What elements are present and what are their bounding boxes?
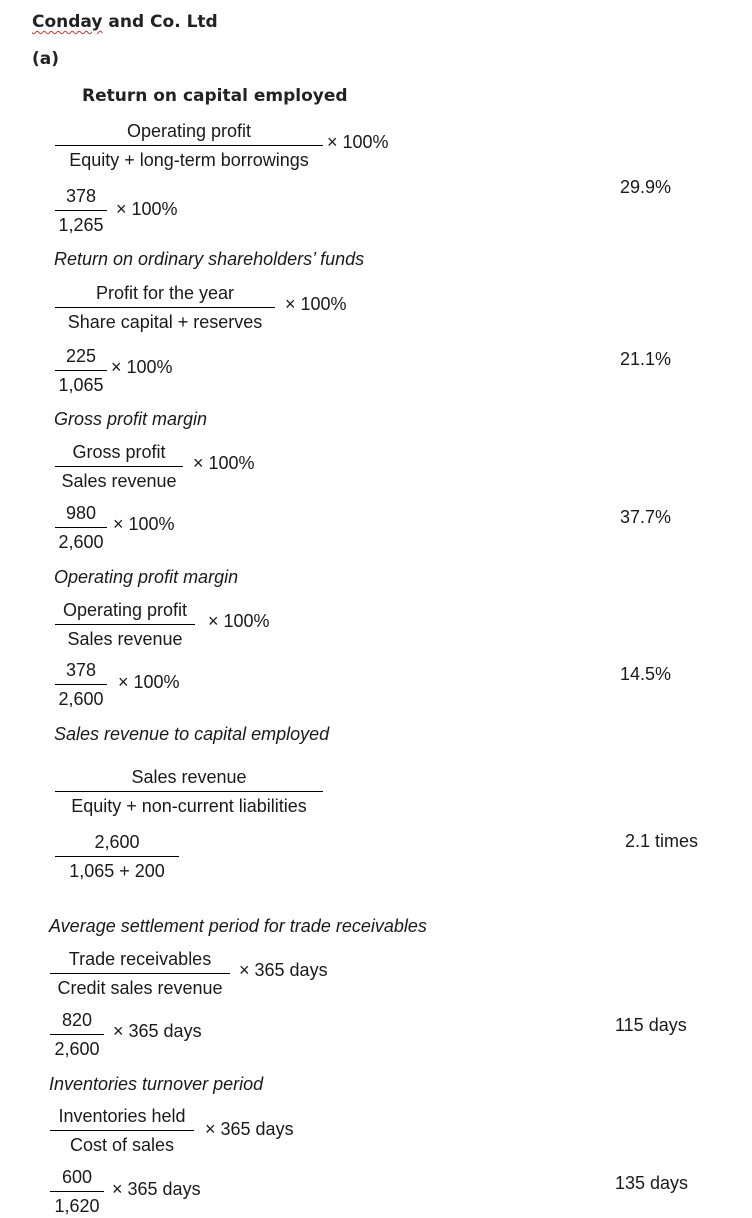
fraction-numerator: Operating profit: [62, 600, 188, 620]
part-label: (a): [32, 49, 60, 69]
itp-formula-fraction: [50, 1105, 194, 1156]
fraction-numerator: 225: [65, 346, 97, 366]
fraction-numerator: Profit for the year: [95, 283, 235, 303]
fraction-denominator: Cost of sales: [69, 1135, 175, 1155]
gpm-calc-fraction: [55, 502, 107, 553]
fraction-numerator: 2,600: [94, 832, 140, 852]
rosf-calc-fraction: [55, 345, 107, 396]
srce-calc-fraction: [55, 831, 179, 882]
fraction-numerator: 820: [61, 1010, 93, 1030]
aspr-calc-multiplier: × 365 days: [113, 1021, 202, 1041]
gpm-formula-fraction: [55, 441, 183, 492]
fraction-denominator: Share capital + reserves: [67, 312, 263, 332]
rosf-result: 21.1%: [620, 349, 672, 369]
srce-result: 2.1 times: [625, 831, 699, 851]
roce-calc-fraction: [55, 185, 107, 236]
gpm-calc-multiplier: × 100%: [113, 514, 175, 534]
gpm-formula-multiplier: × 100%: [193, 453, 255, 473]
fraction-denominator: Equity + non-current liabilities: [71, 796, 307, 816]
itp-calc-multiplier: × 365 days: [112, 1179, 201, 1199]
fraction-numerator: Gross profit: [72, 442, 166, 462]
fraction-denominator: Equity + long-term borrowings: [69, 150, 309, 170]
itp-heading: Inventories turnover period: [49, 1074, 264, 1094]
opm-formula-multiplier: × 100%: [208, 611, 270, 631]
fraction-numerator: 378: [65, 186, 97, 206]
fraction-denominator: Sales revenue: [61, 471, 177, 491]
aspr-formula-fraction: [50, 948, 230, 999]
gpm-heading: Gross profit margin: [54, 409, 208, 429]
gpm-result: 37.7%: [620, 507, 672, 527]
rosf-heading: Return on ordinary shareholders’ funds: [54, 249, 365, 269]
rosf-formula-fraction: [55, 282, 275, 333]
fraction-denominator: 1,620: [54, 1196, 100, 1216]
opm-calc-fraction: [55, 659, 107, 710]
opm-heading: Operating profit margin: [54, 567, 239, 587]
fraction-numerator: Sales revenue: [131, 767, 247, 787]
itp-calc-fraction: [50, 1166, 104, 1217]
document-title: [32, 12, 218, 32]
rosf-formula-multiplier: × 100%: [285, 294, 347, 314]
srce-heading: Sales revenue to capital employed: [54, 724, 330, 744]
roce-formula-fraction: [55, 120, 323, 171]
fraction-denominator: 1,065: [58, 375, 104, 395]
fraction-numerator: Trade receivables: [68, 949, 212, 969]
fraction-denominator: 1,065 + 200: [69, 861, 165, 881]
aspr-result: 115 days: [615, 1015, 687, 1035]
fraction-denominator: 1,265: [58, 215, 104, 235]
roce-calc-multiplier: × 100%: [116, 199, 178, 219]
opm-formula-fraction: [55, 599, 195, 650]
fraction-numerator: 980: [65, 503, 97, 523]
aspr-calc-fraction: [50, 1009, 104, 1060]
srce-formula-fraction: [55, 766, 323, 817]
fraction-numerator: 378: [65, 660, 97, 680]
fraction-numerator: Inventories held: [58, 1106, 186, 1126]
fraction-denominator: 2,600: [54, 1039, 100, 1059]
fraction-denominator: 2,600: [58, 532, 104, 552]
opm-result: 14.5%: [620, 664, 672, 684]
roce-heading: Return on capital employed: [82, 86, 348, 106]
fraction-numerator: 600: [61, 1167, 93, 1187]
roce-formula-multiplier: × 100%: [327, 132, 389, 152]
itp-result: 135 days: [615, 1173, 689, 1193]
fraction-denominator: Sales revenue: [67, 629, 183, 649]
itp-formula-multiplier: × 365 days: [205, 1119, 294, 1139]
aspr-heading: Average settlement period for trade receivables: [49, 916, 427, 936]
title-suffix: and Co. Ltd: [102, 12, 218, 32]
fraction-denominator: 2,600: [58, 689, 104, 709]
company-name: Conday: [32, 12, 103, 32]
fraction-numerator: Operating profit: [126, 121, 252, 141]
rosf-calc-multiplier: × 100%: [111, 357, 173, 377]
aspr-formula-multiplier: × 365 days: [239, 960, 328, 980]
opm-calc-multiplier: × 100%: [118, 672, 180, 692]
fraction-denominator: Credit sales revenue: [57, 978, 223, 998]
roce-result: 29.9%: [620, 177, 672, 197]
